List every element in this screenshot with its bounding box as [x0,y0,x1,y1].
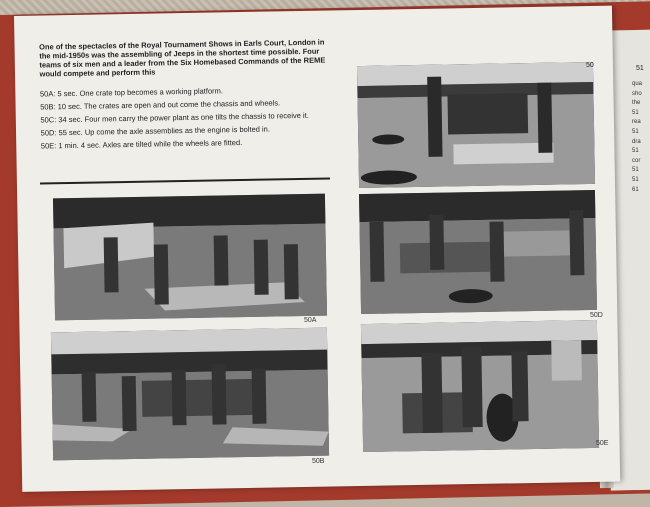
right-fragment: 51 [632,176,639,183]
caption-50d: 50D: 55 sec. Up come the axle assemblies as the engine is bolted in. [40,124,270,138]
right-fragment: 51 [632,148,639,155]
right-page-fragments [632,80,642,195]
intro-text: One of the spectacles of the Royal Tournament Shows in Earls Court, London in the mid-1950s was the assembling of Jeeps in the shortest time possible. Four teams of six men and a leader from the Six Homebased Commands of the REME would compete and perform this [39,37,326,79]
right-fragment: rea [632,119,641,126]
caption-50b: 50B: 10 sec. The crates are open and out come the chassis and wheels. [40,98,281,112]
caption-50c: 50C: 34 sec. Four men carry the power plant as one tilts the chassis to receive it. [40,110,309,125]
photo-label-50d: 50D [590,312,603,319]
caption-50e: 50E: 1 min. 4 sec. Axles are tilted while the wheels are fitted. [40,138,243,151]
right-fragment: sho [632,90,642,97]
photo-label-50a: 50A [304,317,317,324]
photo-50b [51,328,329,461]
photo-50a [53,194,327,321]
right-fragment: 61 [632,186,639,193]
right-fragment: the [632,100,641,107]
photo-label-50b: 50B [312,458,325,465]
photo-50d [359,190,597,314]
caption-50a: 50A: 5 sec. One crate top becomes a working platform. [39,85,223,99]
right-fragment: cor [632,157,641,164]
right-fragment: qua [632,81,643,87]
right-fragment: dra [632,138,641,145]
right-page-number: 51 [636,65,644,72]
right-fragment: 51 [632,109,639,116]
left-page-number: 50 [586,62,594,69]
caption-block [39,37,331,154]
photo-label-50e: 50E [596,440,609,447]
right-fragment: 51 [632,167,639,174]
right-fragment: 51 [632,128,639,135]
photo-top-right [357,62,595,188]
photo-50e [361,320,599,452]
